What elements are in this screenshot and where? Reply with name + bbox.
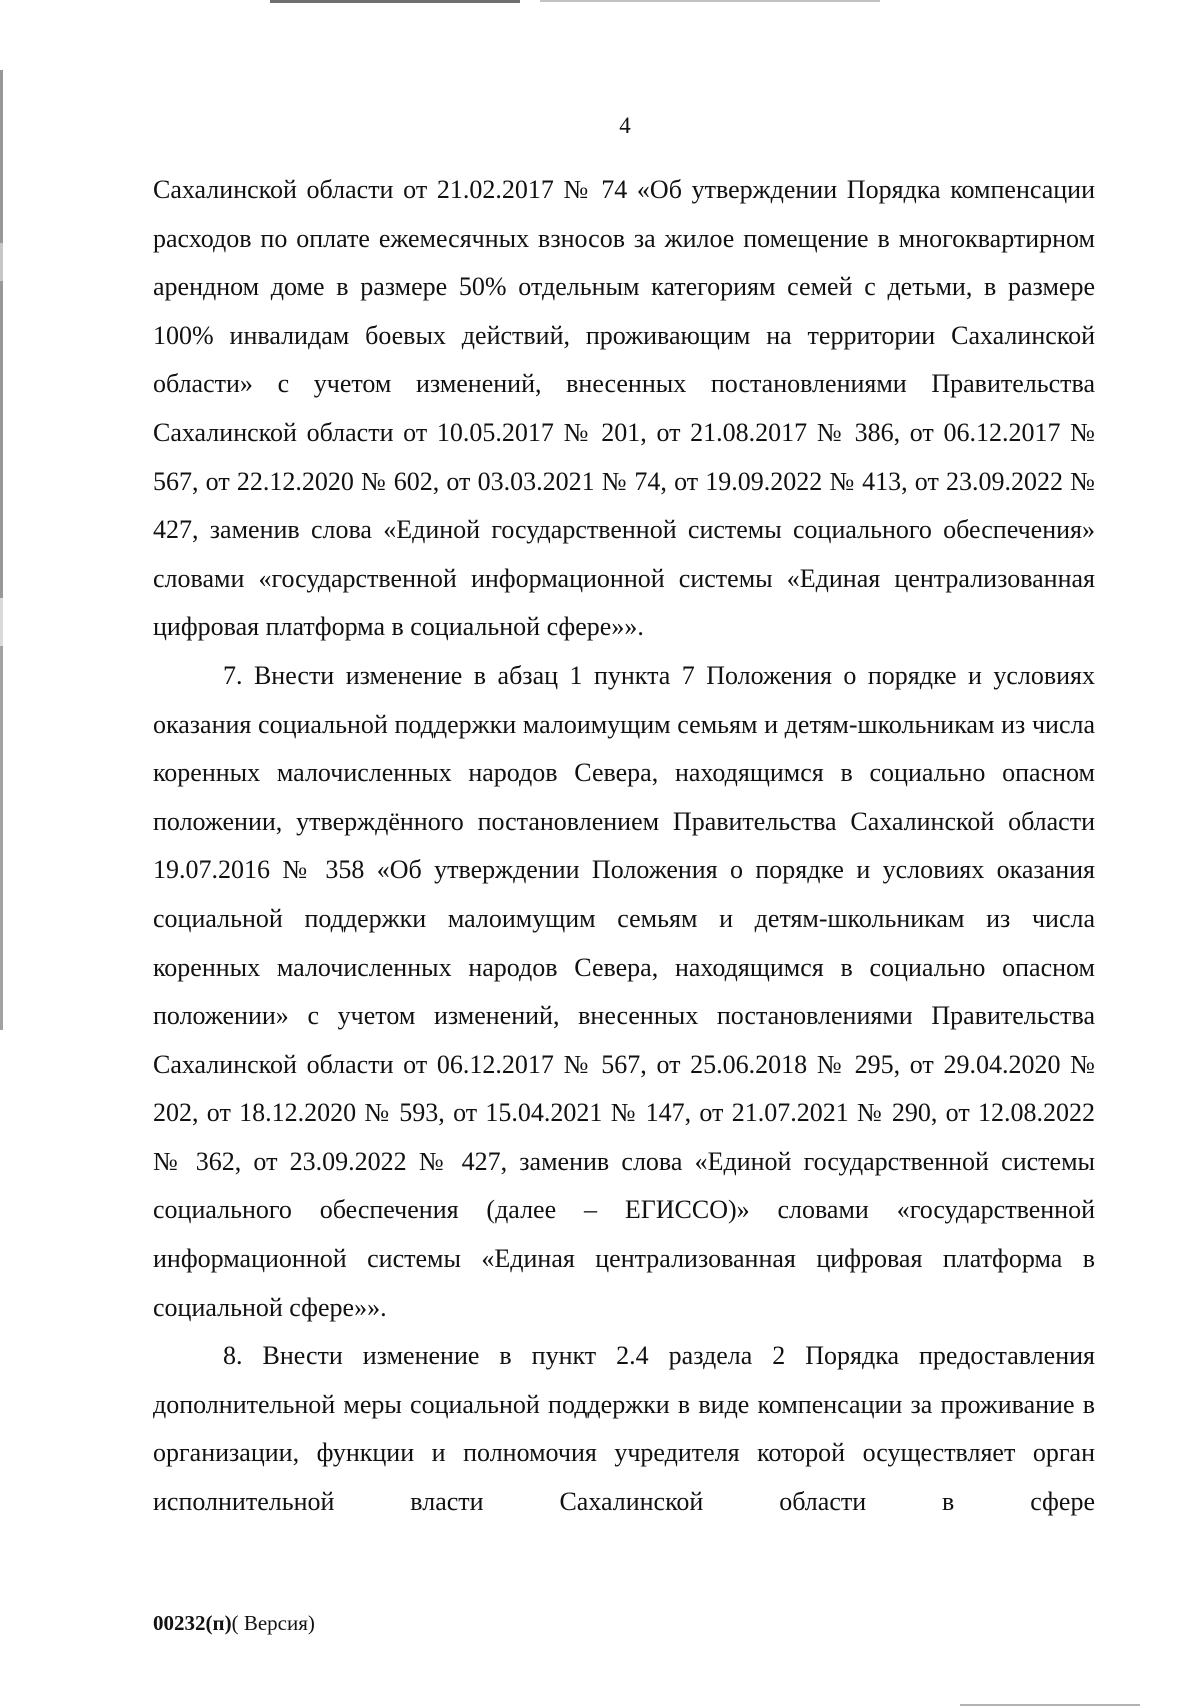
scan-top-rule-secondary xyxy=(540,0,880,2)
scan-top-rule xyxy=(270,0,520,3)
document-code: 00232(п) xyxy=(153,1611,232,1635)
scan-left-edge xyxy=(0,70,3,1030)
scan-bottom-rule xyxy=(960,1704,1140,1706)
page-number: 4 xyxy=(619,113,631,138)
paragraph-8: 8. Внести изменение в пункт 2.4 раздела 2 Порядка предоставления дополнительной меры социальной поддержки в виде компенсации за проживание в организации, функции и полномочия учредителя которой осуществляет орган исполнительной власти Сахалинской области в сфере xyxy=(153,1341,1095,1517)
document-version: ( Версия) xyxy=(231,1611,315,1635)
document-body xyxy=(153,166,1095,1527)
paragraph-continuation: Сахалинской области от 21.02.2017 № 74 «Об утверждении Порядка компенсации расходов по оплате ежемесячных взносов за жилое помещение в многоквартирном арендном доме в размере 50% отдельным категориям семей с детьми, в размере 100% инвалидам боевых действий, проживающим на территории Сахалинской области» с учетом изменений, внесенных постановлениями Правительства Сахалинской области от 10.05.2017 № 201, от 21.08.2017 № 386, от 06.12.2017 № 567, от 22.12.2020 № 602, от 03.03.2021 № 74, от 19.09.2022 № 413, от 23.09.2022 № 427, заменив слова «Единой государственной системы социального обеспечения» словами «государственной информационной системы «Единая централизованная цифровая платформа в социальной сфере»». xyxy=(153,175,1095,642)
document-footer xyxy=(153,1611,315,1636)
paragraph-7: 7. Внести изменение в абзац 1 пункта 7 Положения о порядке и условиях оказания социальной поддержки малоимущим семьям и детям-школьникам из числа коренных малочисленных народов Севера, находящимся в социально опасном положении, утверждённого постановлением Правительства Сахалинской области 19.07.2016 № 358 «Об утверждении Положения о порядке и условиях оказания социальной поддержки малоимущим семьям и детям-школьникам из числа коренных малочисленных народов Севера, находящимся в социально опасном положении» с учетом изменений, внесенных постановлениями Правительства Сахалинской области от 06.12.2017 № 567, от 25.06.2018 № 295, от 29.04.2020 № 202, от 18.12.2020 № 593, от 15.04.2021 № 147, от 21.07.2021 № 290, от 12.08.2022 № 362, от 23.09.2022 № 427, заменив слова «Единой государственной системы социального обеспечения (далее – ЕГИССО)» словами «государственной информационной системы «Единая централизованная цифровая платформа в социальной сфере»». xyxy=(153,660,1095,1322)
